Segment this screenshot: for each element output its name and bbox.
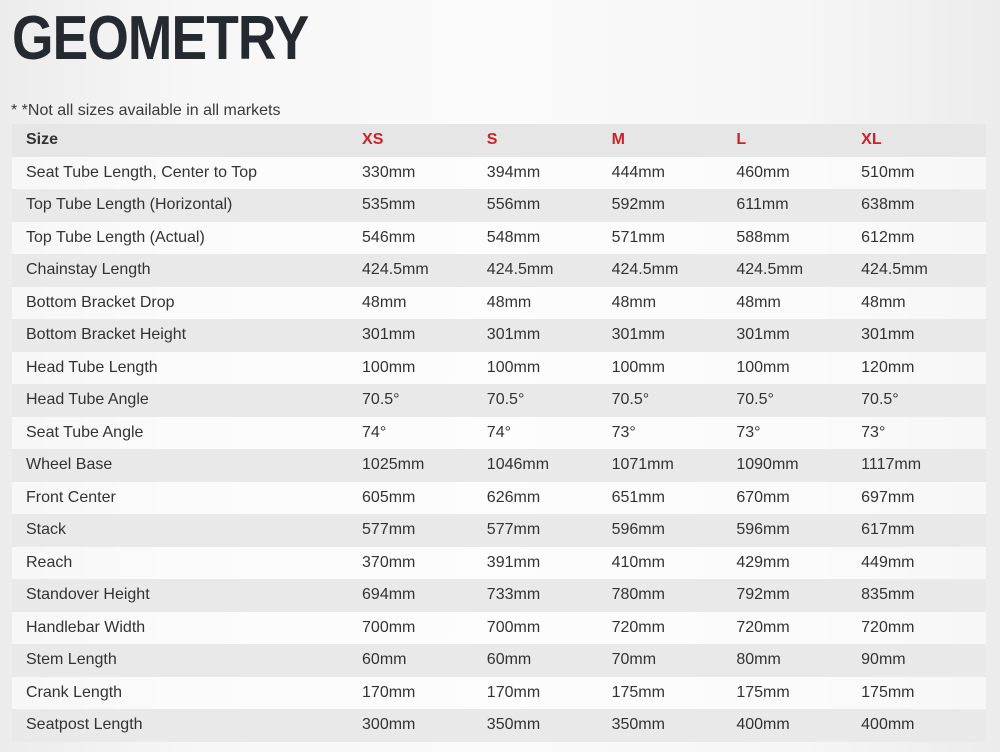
- cell-value: 70.5°: [362, 391, 400, 409]
- cell-value: 548mm: [486, 228, 541, 246]
- row-label: Standover Height: [26, 586, 150, 604]
- table-row: [12, 157, 986, 190]
- row-label: Handlebar Width: [26, 618, 146, 636]
- cell-value: 60mm: [486, 651, 532, 669]
- cell-value: 100mm: [362, 358, 416, 376]
- cell-value: 780mm: [611, 586, 665, 604]
- table-row: [12, 677, 986, 710]
- cell-value: 350mm: [486, 716, 541, 734]
- cell-value: 694mm: [362, 586, 416, 604]
- size-m-header: M: [611, 131, 625, 149]
- cell-value: 1071mm: [611, 456, 674, 474]
- table-row: [12, 449, 986, 482]
- cell-value: 535mm: [362, 196, 416, 214]
- cell-value: 596mm: [611, 521, 665, 539]
- cell-value: 1117mm: [861, 456, 922, 474]
- cell-value: 460mm: [736, 163, 790, 181]
- availability-note: * *Not all sizes available in all markets: [11, 102, 281, 119]
- cell-value: 612mm: [861, 228, 915, 246]
- cell-value: 70mm: [611, 651, 657, 669]
- cell-value: 400mm: [736, 716, 790, 734]
- table-row: [12, 644, 986, 677]
- cell-value: 670mm: [736, 488, 790, 506]
- row-label: Crank Length: [26, 683, 123, 701]
- cell-value: 301mm: [611, 326, 665, 344]
- cell-value: 792mm: [736, 586, 790, 604]
- cell-value: 301mm: [861, 326, 915, 344]
- cell-value: 588mm: [736, 228, 790, 246]
- table-row: [12, 482, 986, 515]
- cell-value: 556mm: [486, 196, 541, 214]
- cell-value: 70.5°: [736, 391, 774, 409]
- cell-value: 720mm: [611, 618, 665, 636]
- table-row: [12, 709, 986, 742]
- cell-value: 424.5mm: [611, 261, 679, 279]
- row-label: Front Center: [26, 488, 116, 506]
- cell-value: 301mm: [362, 326, 416, 344]
- cell-value: 80mm: [736, 651, 781, 669]
- cell-value: 605mm: [362, 488, 416, 506]
- cell-value: 301mm: [736, 326, 790, 344]
- size-s-header: S: [486, 131, 498, 149]
- geometry-table: [12, 124, 986, 742]
- row-label: Top Tube Length (Horizontal): [26, 196, 233, 214]
- cell-value: 410mm: [611, 553, 665, 571]
- cell-value: 48mm: [861, 293, 906, 311]
- table-row: [12, 384, 986, 417]
- row-label: Seatpost Length: [26, 716, 143, 734]
- cell-value: 1090mm: [736, 456, 799, 474]
- cell-value: 400mm: [861, 716, 915, 734]
- cell-value: 120mm: [861, 358, 915, 376]
- row-label: Reach: [26, 553, 73, 571]
- cell-value: 700mm: [362, 618, 416, 636]
- cell-value: 100mm: [611, 358, 665, 376]
- cell-value: 90mm: [861, 651, 906, 669]
- cell-value: 720mm: [736, 618, 790, 636]
- cell-value: 301mm: [486, 326, 541, 344]
- cell-value: 300mm: [362, 716, 416, 734]
- cell-value: 330mm: [362, 163, 416, 181]
- cell-value: 510mm: [861, 163, 915, 181]
- size-xl-header: XL: [861, 131, 882, 149]
- cell-value: 697mm: [861, 488, 915, 506]
- cell-value: 733mm: [486, 586, 541, 604]
- cell-value: 394mm: [486, 163, 541, 181]
- row-label: Stack: [26, 521, 67, 539]
- table-row: [12, 319, 986, 352]
- cell-value: 577mm: [362, 521, 416, 539]
- table-row: [12, 352, 986, 385]
- cell-value: 577mm: [486, 521, 541, 539]
- row-label: Bottom Bracket Height: [26, 326, 187, 344]
- cell-value: 626mm: [486, 488, 541, 506]
- cell-value: 60mm: [362, 651, 407, 669]
- row-label: Head Tube Angle: [26, 391, 149, 409]
- cell-value: 444mm: [611, 163, 665, 181]
- cell-value: 48mm: [362, 293, 407, 311]
- cell-value: 100mm: [736, 358, 790, 376]
- cell-value: 48mm: [611, 293, 657, 311]
- row-label: Chainstay Length: [26, 261, 151, 279]
- row-label: Wheel Base: [26, 456, 113, 474]
- table-row: [12, 189, 986, 222]
- cell-value: 175mm: [861, 683, 915, 701]
- table-row: [12, 612, 986, 645]
- cell-value: 70.5°: [486, 391, 525, 409]
- cell-value: 73°: [611, 423, 636, 441]
- row-label: Bottom Bracket Drop: [26, 293, 175, 311]
- table-row: [12, 579, 986, 612]
- cell-value: 592mm: [611, 196, 665, 214]
- table-row: [12, 417, 986, 450]
- page-title: GEOMETRY: [12, 4, 309, 73]
- table-row: [12, 547, 986, 580]
- cell-value: 74°: [486, 423, 511, 441]
- table-header-row: [12, 124, 986, 157]
- cell-value: 1025mm: [362, 456, 425, 474]
- cell-value: 429mm: [736, 553, 790, 571]
- row-label: Seat Tube Length, Center to Top: [26, 163, 257, 181]
- cell-value: 70.5°: [861, 391, 899, 409]
- cell-value: 424.5mm: [362, 261, 429, 279]
- cell-value: 170mm: [362, 683, 416, 701]
- size-l-header: L: [736, 131, 747, 149]
- cell-value: 70.5°: [611, 391, 650, 409]
- cell-value: 100mm: [486, 358, 541, 376]
- cell-value: 611mm: [736, 196, 789, 214]
- row-label: Top Tube Length (Actual): [26, 228, 205, 246]
- cell-value: 720mm: [861, 618, 915, 636]
- cell-value: 571mm: [611, 228, 665, 246]
- cell-value: 700mm: [486, 618, 541, 636]
- row-label: Seat Tube Angle: [26, 423, 144, 441]
- cell-value: 638mm: [861, 196, 915, 214]
- cell-value: 74°: [362, 423, 387, 441]
- table-row: [12, 514, 986, 547]
- table-row: [12, 287, 986, 320]
- cell-value: 175mm: [736, 683, 790, 701]
- cell-value: 424.5mm: [486, 261, 554, 279]
- cell-value: 170mm: [486, 683, 541, 701]
- table-row: [12, 222, 986, 255]
- cell-value: 391mm: [486, 553, 541, 571]
- cell-value: 175mm: [611, 683, 665, 701]
- row-label: Head Tube Length: [26, 358, 158, 376]
- cell-value: 449mm: [861, 553, 915, 571]
- cell-value: 617mm: [861, 521, 915, 539]
- cell-value: 835mm: [861, 586, 915, 604]
- size-xs-header: XS: [362, 131, 384, 149]
- cell-value: 546mm: [362, 228, 416, 246]
- cell-value: 424.5mm: [736, 261, 804, 279]
- row-label: Stem Length: [26, 651, 117, 669]
- cell-value: 370mm: [362, 553, 416, 571]
- cell-value: 424.5mm: [861, 261, 928, 279]
- cell-value: 48mm: [486, 293, 532, 311]
- cell-value: 73°: [736, 423, 761, 441]
- cell-value: 73°: [861, 423, 886, 441]
- table-row: [12, 254, 986, 287]
- size-header: Size: [26, 131, 59, 149]
- cell-value: 1046mm: [486, 456, 550, 474]
- cell-value: 596mm: [736, 521, 790, 539]
- cell-value: 48mm: [736, 293, 781, 311]
- cell-value: 350mm: [611, 716, 665, 734]
- cell-value: 651mm: [611, 488, 665, 506]
